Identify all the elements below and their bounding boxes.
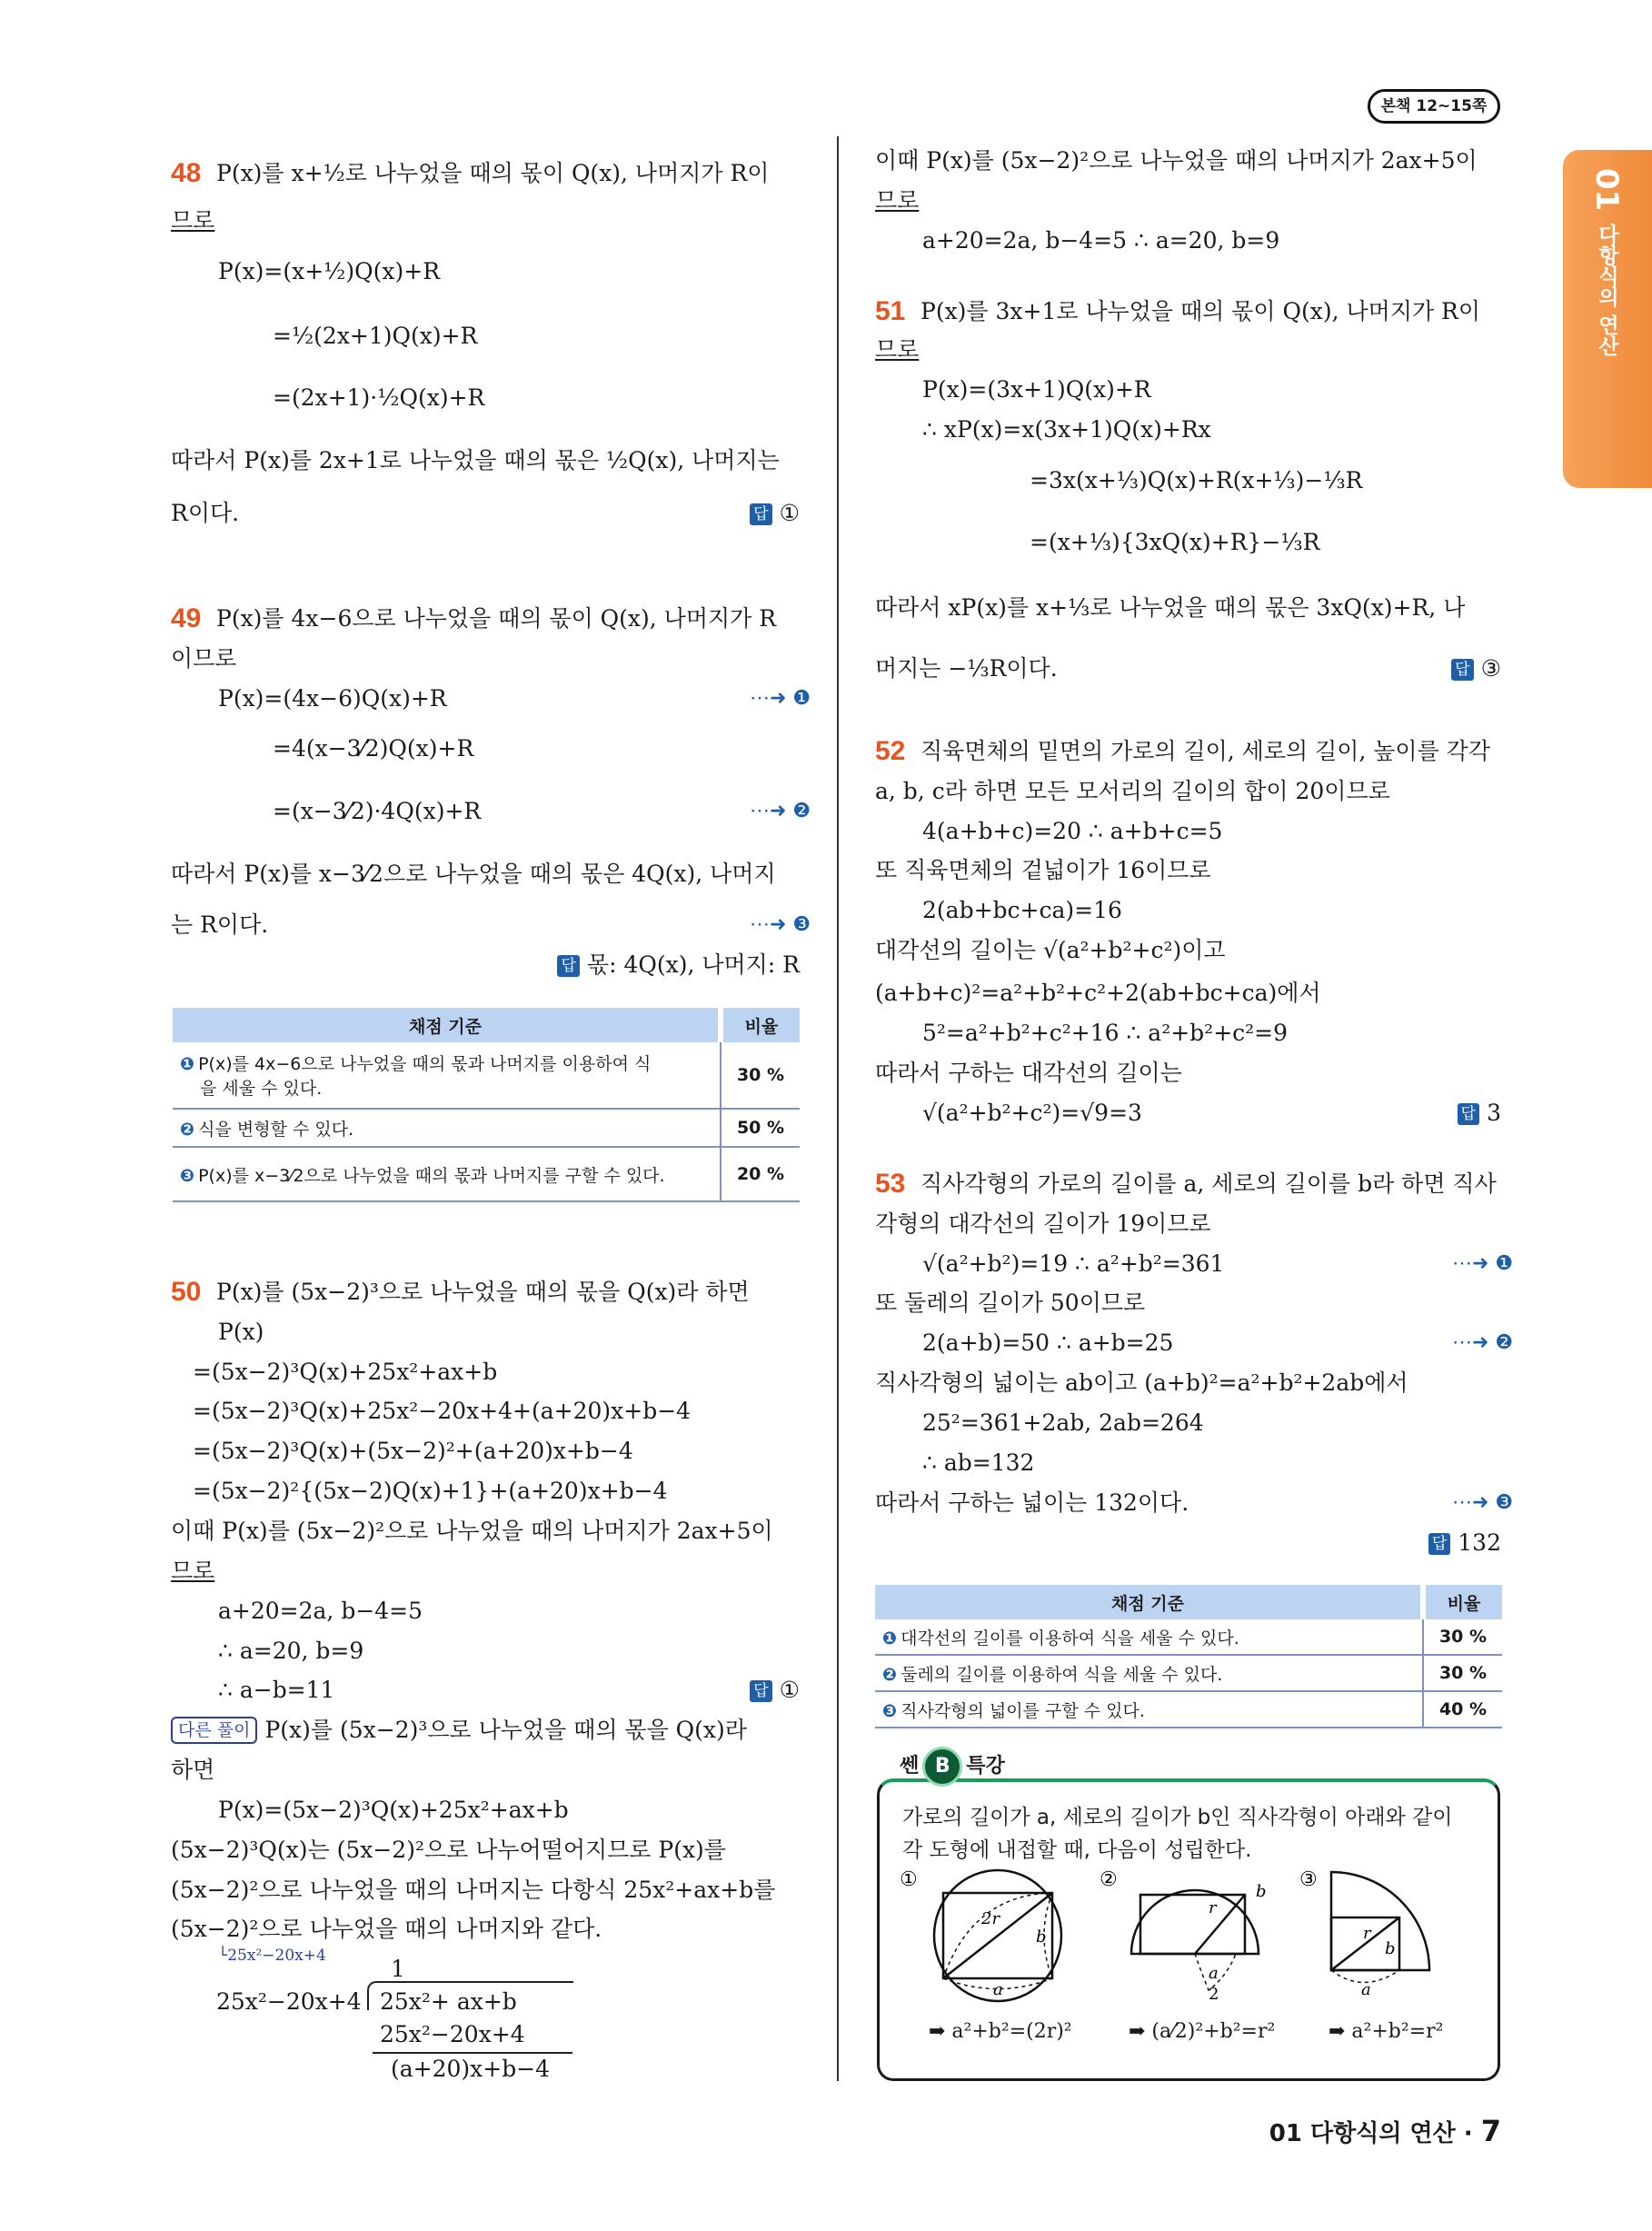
solution-line: 직사각형의 넓이는 ab이고 (a+b)²=a²+b²+2ab에서 bbox=[875, 1369, 1408, 1396]
problem-number: 49 bbox=[171, 603, 202, 633]
expansion-note: └25x²−20x+4 bbox=[218, 1947, 326, 1965]
table-row bbox=[875, 1619, 1502, 1655]
solution-line: R이다. bbox=[171, 500, 240, 526]
alt-solution-label: 다른 풀이 bbox=[171, 1717, 257, 1744]
equation-line: =(2x+1)·½Q(x)+R bbox=[273, 384, 485, 411]
solution-line: 이때 P(x)를 (5x−2)²으로 나누었을 때의 나머지가 2ax+5이 bbox=[875, 147, 1478, 174]
solution-line: 므로 bbox=[875, 336, 920, 363]
equation-line: √(a²+b²+c²)=√9=3 bbox=[922, 1100, 1142, 1126]
solution-line: 따라서 P(x)를 x−3⁄2으로 나누었을 때의 몫은 4Q(x), 나머지 bbox=[171, 861, 776, 887]
equation-line: ∴ a−b=11 bbox=[218, 1677, 335, 1703]
solution-line: 는 R이다. bbox=[171, 911, 269, 938]
criterion-percent: 50 % bbox=[721, 1109, 800, 1147]
equation-line: √(a²+b²)=19 ∴ a²+b²=361 bbox=[922, 1250, 1225, 1277]
answer-value: ③ bbox=[1480, 655, 1501, 682]
answer-value: 몫: 4Q(x), 나머지: R bbox=[586, 951, 800, 978]
b-logo-icon: B bbox=[922, 1747, 962, 1787]
column-divider bbox=[837, 136, 839, 2081]
column-header: 채점 기준 bbox=[875, 1585, 1423, 1619]
label: r bbox=[1363, 1924, 1371, 1943]
table-row bbox=[173, 1109, 800, 1147]
alt-text: P(x)를 (5x−2)³으로 나누었을 때의 몫을 Q(x)라 bbox=[264, 1717, 747, 1743]
special-lecture-label bbox=[900, 1747, 1005, 1787]
division-quotient: 1 bbox=[391, 1956, 405, 1982]
label: 2 bbox=[1209, 1985, 1219, 2004]
quarter-circle-figure bbox=[1331, 1872, 1429, 1983]
criterion-percent: 30 % bbox=[1423, 1655, 1502, 1691]
equation-line: =(x−3⁄2)·4Q(x)+R bbox=[273, 798, 482, 824]
answer-badge-icon: 답 bbox=[1428, 1533, 1450, 1555]
solution-line: 머지는 −⅓R이다. bbox=[875, 655, 1058, 682]
figure-number: ③ bbox=[1299, 1868, 1318, 1891]
equation-line: P(x)=(4x−6)Q(x)+R bbox=[218, 685, 447, 712]
problem-number: 51 bbox=[875, 296, 906, 326]
equation-line: =(5x−2)²{(5x−2)Q(x)+1}+(a+20)x+b−4 bbox=[193, 1478, 668, 1504]
equation-line: P(x) bbox=[218, 1319, 264, 1345]
division-subtract: 25x²−20x+4 bbox=[380, 2021, 525, 2047]
answer-badge-icon: 답 bbox=[750, 1680, 771, 1702]
criterion-text: 식을 변형할 수 있다. bbox=[198, 1119, 354, 1140]
step-marker: ⋯➜ ❸ bbox=[1452, 1491, 1514, 1514]
label: b bbox=[1036, 1927, 1047, 1947]
answer bbox=[750, 497, 800, 530]
equation-line: =(5x−2)³Q(x)+25x²+ax+b bbox=[193, 1359, 498, 1385]
figure-formula: ➡ a²+b²=(2r)² bbox=[929, 2020, 1072, 2043]
scoring-criteria-table bbox=[875, 1585, 1502, 1728]
equation-line: ∴ ab=132 bbox=[922, 1449, 1035, 1476]
table-row bbox=[875, 1691, 1502, 1728]
equation-line: (a+b+c)²=a²+b²+c²+2(ab+bc+ca)에서 bbox=[875, 980, 1321, 1006]
problem-number: 52 bbox=[875, 736, 906, 766]
inscribed-rectangle-figures bbox=[900, 1867, 1499, 2013]
figure-formula: ➡ a²+b²=r² bbox=[1329, 2020, 1444, 2043]
answer-value: ① bbox=[779, 500, 800, 526]
step-marker: ⋯➜ ❷ bbox=[750, 800, 811, 822]
answer bbox=[750, 1674, 800, 1707]
step-number: ❷ bbox=[180, 1119, 195, 1140]
label: 2r bbox=[981, 1909, 1000, 1928]
answer-badge-icon: 답 bbox=[1451, 659, 1473, 681]
label-text: 특강 bbox=[966, 1755, 1005, 1778]
textbook-page-reference: 본책 12~15쪽 bbox=[1368, 89, 1500, 124]
equation-line: =(5x−2)³Q(x)+25x²−20x+4+(a+20)x+b−4 bbox=[193, 1398, 692, 1424]
solution-line: P(x)를 3x+1로 나누었을 때의 몫이 Q(x), 나머지가 R이 bbox=[921, 298, 1481, 324]
step-number: ❸ bbox=[882, 1700, 898, 1721]
solution-line: 므로 bbox=[875, 187, 920, 214]
solution-line: 따라서 구하는 대각선의 길이는 bbox=[875, 1060, 1182, 1086]
answer bbox=[1428, 1527, 1501, 1559]
solution-line: P(x)를 4x−6으로 나누었을 때의 몫이 Q(x), 나머지가 R bbox=[216, 605, 777, 632]
criterion-text: P(x)를 x−3⁄2으로 나누었을 때의 몫과 나머지를 구할 수 있다. bbox=[198, 1165, 665, 1186]
equation-line: P(x)=(5x−2)³Q(x)+25x²+ax+b bbox=[218, 1797, 569, 1823]
solution-line: 이므로 bbox=[171, 645, 237, 672]
criterion-percent: 40 % bbox=[1423, 1691, 1502, 1728]
solution-line: 각형의 대각선의 길이가 19이므로 bbox=[875, 1210, 1211, 1237]
table-row bbox=[173, 1042, 800, 1109]
equation-line: 2(ab+bc+ca)=16 bbox=[922, 897, 1122, 923]
equation-line: =(5x−2)³Q(x)+(5x−2)²+(a+20)x+b−4 bbox=[193, 1438, 633, 1464]
solution-line: 므로 bbox=[171, 207, 215, 234]
alt-solution-line: (5x−2)²으로 나누었을 때의 나머지와 같다. bbox=[171, 1916, 602, 1942]
division-divisor: 25x²−20x+4 bbox=[216, 1988, 362, 2015]
step-marker: ⋯➜ ❷ bbox=[1452, 1331, 1514, 1354]
answer-value: 3 bbox=[1487, 1100, 1501, 1126]
label: b bbox=[1385, 1939, 1396, 1958]
table-row bbox=[173, 1147, 800, 1201]
equation-line: =(x+⅓){3xQ(x)+R}−⅓R bbox=[1030, 529, 1320, 555]
equation-line: P(x)=(3x+1)Q(x)+R bbox=[922, 376, 1151, 403]
column-header: 비율 bbox=[1423, 1585, 1502, 1619]
criterion-percent: 30 % bbox=[1423, 1619, 1502, 1655]
equation-line: =3x(x+⅓)Q(x)+R(x+⅓)−⅓R bbox=[1030, 467, 1363, 493]
problem-number: 48 bbox=[171, 158, 202, 188]
criterion-text: 을 세울 수 있다. bbox=[200, 1079, 323, 1099]
solution-line: 또 직육면체의 겉넓이가 16이므로 bbox=[875, 857, 1211, 883]
solution-line: 따라서 xP(x)를 x+⅓로 나누었을 때의 몫은 3xQ(x)+R, 나 bbox=[875, 594, 1466, 621]
tip-text: 가로의 길이가 a, 세로의 길이가 b인 직사각형이 아래와 같이 bbox=[902, 1806, 1453, 1829]
solution-line: 따라서 P(x)를 2x+1로 나누었을 때의 몫은 ½Q(x), 나머지는 bbox=[171, 447, 780, 473]
division-dividend: 25x²+ ax+b bbox=[380, 1988, 517, 2015]
equation-line: P(x)=(x+½)Q(x)+R bbox=[218, 258, 441, 284]
answer-value: 132 bbox=[1458, 1529, 1501, 1556]
chapter-title: 다항식의 연산 bbox=[1595, 224, 1618, 357]
figure-number: ① bbox=[900, 1868, 918, 1891]
tip-text: 각 도형에 내접할 때, 다음이 성립한다. bbox=[902, 1838, 1252, 1862]
solution-line: 또 둘레의 길이가 50이므로 bbox=[875, 1290, 1146, 1316]
equation-line: ∴ a=20, b=9 bbox=[218, 1638, 364, 1664]
step-number: ❶ bbox=[882, 1628, 898, 1648]
solution-line: 이때 P(x)를 (5x−2)²으로 나누었을 때의 나머지가 2ax+5이 bbox=[171, 1518, 773, 1544]
label: r bbox=[1209, 1898, 1217, 1917]
solution-line: 직사각형의 가로의 길이를 a, 세로의 길이를 b라 하면 직사 bbox=[921, 1170, 1497, 1197]
table-row bbox=[875, 1655, 1502, 1691]
equation-line: 4(a+b+c)=20 ∴ a+b+c=5 bbox=[922, 818, 1223, 844]
column-header: 비율 bbox=[721, 1008, 800, 1042]
alt-solution-line: (5x−2)²으로 나누었을 때의 나머지는 다항식 25x²+ax+b를 bbox=[171, 1877, 776, 1903]
solution-line: P(x)를 (5x−2)³으로 나누었을 때의 몫을 Q(x)라 하면 bbox=[216, 1279, 750, 1305]
answer-badge-icon: 답 bbox=[750, 503, 771, 525]
solution-line: a, b, c라 하면 모든 모서리의 길이의 합이 20이므로 bbox=[875, 778, 1390, 804]
footer-chapter: 01 다항식의 연산 · bbox=[1269, 2120, 1473, 2147]
equation-line: =4(x−3⁄2)Q(x)+R bbox=[273, 735, 474, 762]
figure-formula: ➡ (a⁄2)²+b²=r² bbox=[1129, 2020, 1276, 2043]
label-text: 쎈 bbox=[900, 1755, 920, 1778]
alt-solution-line bbox=[171, 1714, 747, 1747]
problem-number: 50 bbox=[171, 1277, 202, 1307]
criterion-percent: 20 % bbox=[721, 1147, 800, 1201]
equation-line: 5²=a²+b²+c²+16 ∴ a²+b²+c²=9 bbox=[922, 1020, 1289, 1046]
solution-line: 대각선의 길이는 √(a²+b²+c²)이고 bbox=[875, 937, 1226, 963]
figure-number: ② bbox=[1100, 1868, 1118, 1891]
answer-badge-icon: 답 bbox=[1458, 1103, 1479, 1125]
answer bbox=[557, 949, 800, 981]
chapter-tab[interactable] bbox=[1563, 150, 1652, 488]
criterion-text: 대각선의 길이를 이용하여 식을 세울 수 있다. bbox=[901, 1628, 1239, 1648]
step-number: ❶ bbox=[180, 1054, 195, 1074]
answer bbox=[1451, 652, 1501, 685]
answer bbox=[1458, 1097, 1501, 1130]
step-marker: ⋯➜ ❸ bbox=[750, 913, 811, 936]
answer-value: ① bbox=[779, 1677, 800, 1703]
answer-badge-icon: 답 bbox=[557, 955, 579, 977]
solution-line: 따라서 구하는 넓이는 132이다. bbox=[875, 1489, 1189, 1516]
equation-line: 2(a+b)=50 ∴ a+b=25 bbox=[922, 1330, 1174, 1356]
equation-line: 25²=361+2ab, 2ab=264 bbox=[922, 1409, 1204, 1436]
equation-line: ∴ xP(x)=x(3x+1)Q(x)+Rx bbox=[922, 416, 1211, 443]
step-number: ❷ bbox=[882, 1664, 898, 1685]
solution-line: 므로 bbox=[171, 1558, 215, 1584]
page-number: 7 bbox=[1480, 2114, 1501, 2148]
criterion-text: 둘레의 길이를 이용하여 식을 세울 수 있다. bbox=[901, 1664, 1223, 1685]
equation-line: a+20=2a, b−4=5 bbox=[218, 1598, 423, 1624]
solution-line: P(x)를 x+½로 나누었을 때의 몫이 Q(x), 나머지가 R이 bbox=[216, 160, 770, 186]
criterion-text: P(x)를 4x−6으로 나누었을 때의 몫과 나머지를 이용하여 식 bbox=[198, 1054, 652, 1074]
label: a bbox=[1361, 1980, 1371, 1999]
label: b bbox=[1256, 1882, 1267, 1901]
step-marker: ⋯➜ ❶ bbox=[750, 687, 811, 710]
semicircle-figure bbox=[1131, 1890, 1259, 1990]
problem-number: 53 bbox=[875, 1169, 906, 1199]
scoring-criteria-table bbox=[173, 1008, 800, 1202]
equation-line: a+20=2a, b−4=5 ∴ a=20, b=9 bbox=[922, 227, 1280, 254]
alt-solution-line: 하면 bbox=[171, 1757, 215, 1783]
label: a bbox=[1209, 1964, 1219, 1983]
label: a bbox=[993, 1980, 1003, 1999]
chapter-number: 01 bbox=[1588, 168, 1625, 212]
division-remainder: (a+20)x+b−4 bbox=[391, 2056, 551, 2082]
step-marker: ⋯➜ ❶ bbox=[1452, 1252, 1514, 1275]
equation-line: =½(2x+1)Q(x)+R bbox=[273, 323, 478, 349]
solution-line: 직육면체의 밑면의 가로의 길이, 세로의 길이, 높이를 각각 bbox=[921, 738, 1490, 764]
criterion-text: 직사각형의 넓이를 구할 수 있다. bbox=[901, 1700, 1145, 1721]
step-number: ❸ bbox=[180, 1165, 195, 1186]
page-footer bbox=[1269, 2114, 1501, 2148]
alt-solution-line: (5x−2)³Q(x)는 (5x−2)²으로 나누어떨어지므로 P(x)를 bbox=[171, 1837, 726, 1863]
column-header: 채점 기준 bbox=[173, 1008, 721, 1042]
criterion-percent: 30 % bbox=[721, 1042, 800, 1109]
